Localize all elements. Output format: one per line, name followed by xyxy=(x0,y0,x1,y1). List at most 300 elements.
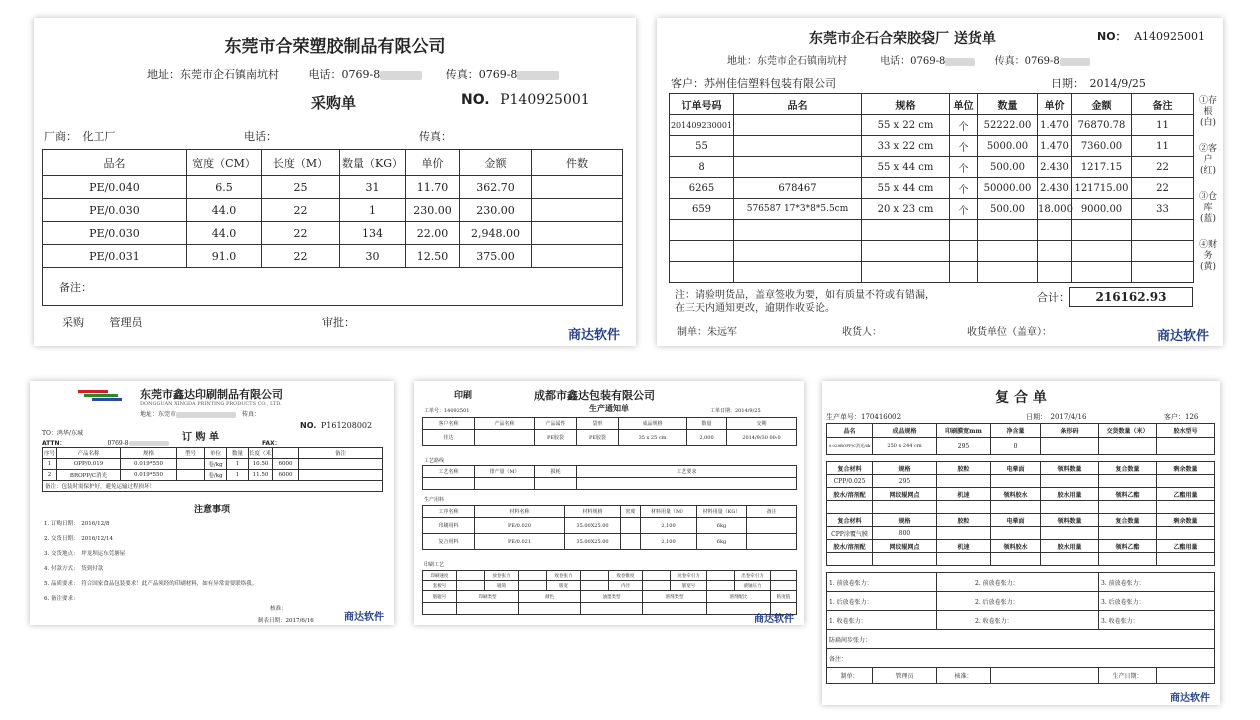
table-row xyxy=(670,157,1194,178)
cell: 个 xyxy=(950,157,978,178)
cell: PE/0.031 xyxy=(43,245,187,268)
doc-title: 东莞市合荣塑胶制品有限公司 xyxy=(224,37,446,57)
cell: 套板号 xyxy=(423,581,457,591)
cell: 1 xyxy=(227,470,249,481)
notice-item: 1. 订购日期： 2016/12/8 xyxy=(44,521,110,527)
cell: 出卷牵引力 xyxy=(735,571,771,581)
col-header: 领料胶水 xyxy=(991,488,1041,501)
brand-watermark: 商达软件 xyxy=(1170,693,1210,704)
cell: 版宽 xyxy=(547,581,581,591)
cell: 制单： xyxy=(827,668,873,684)
col-header: 材料规格 xyxy=(565,506,621,518)
cell xyxy=(532,222,623,245)
cell: 复合用料 xyxy=(423,534,475,550)
table-row xyxy=(670,199,1194,220)
cell: 11 xyxy=(1132,115,1194,136)
cell: BROPP/C消光 xyxy=(57,470,121,481)
col-header: 材料名称 xyxy=(475,506,565,518)
col-header: 材料用量（KG） xyxy=(697,506,747,518)
col-header: 印刷膜宽mm xyxy=(937,424,991,438)
cell: 内径 xyxy=(609,581,643,591)
cell: 6kg xyxy=(697,534,747,550)
table-row xyxy=(670,220,1194,241)
table-row xyxy=(423,478,797,490)
cell: PE/0.020 xyxy=(475,518,565,534)
col-header: 净含量 xyxy=(991,424,1041,438)
table-row xyxy=(827,573,1215,592)
col-header: 材料用量（M） xyxy=(641,506,697,518)
cell: 溶剂类型 xyxy=(643,591,707,603)
cell: 678467 xyxy=(734,178,862,199)
cell: 1 xyxy=(340,199,406,222)
col-header: 宽度（CM） xyxy=(187,150,262,176)
cell xyxy=(734,157,862,178)
section-title: 印刷工艺 xyxy=(424,562,445,568)
cell: 295 xyxy=(873,475,937,488)
purchase-order-card xyxy=(34,18,636,346)
table-row xyxy=(670,178,1194,199)
col-header: 乙酯用量 xyxy=(1157,540,1215,553)
copy-note: ①存根(白) xyxy=(1198,96,1217,128)
cell: 500.00 xyxy=(978,199,1038,220)
col-header: 领料乙酯 xyxy=(1099,488,1157,501)
total-value: 216162.93 xyxy=(1069,287,1193,307)
col-header: 机速 xyxy=(937,488,991,501)
cell: PE/0.030 xyxy=(43,222,187,245)
cell: 1217.15 xyxy=(1072,157,1132,178)
order-number: NO： A140925001 xyxy=(1097,30,1205,43)
table-row xyxy=(423,591,797,603)
cell: PE胶袋 xyxy=(577,430,619,446)
table-row xyxy=(423,430,797,446)
cell: 滚轴压力 xyxy=(735,581,771,591)
cell: 22 xyxy=(262,199,340,222)
col-header: 领料数量 xyxy=(1041,462,1099,475)
col-header: 数量 xyxy=(687,418,727,430)
cell: 250 x 244 cm xyxy=(873,438,937,455)
cell: 1. 收卷张力： xyxy=(827,611,937,630)
company-address: 地址：东莞市企石镇南坑村 电话：0769-8 传真：0769-8 xyxy=(147,66,559,82)
cell: 版辊号 xyxy=(423,591,457,603)
table-row xyxy=(827,630,1215,649)
col-header: 订单号码 xyxy=(670,94,734,115)
cell: 核准： xyxy=(937,668,991,684)
cell: 2.430 xyxy=(1038,157,1072,178)
col-header: 产品属性 xyxy=(535,418,577,430)
cell: 35.00X25.00 xyxy=(565,534,621,550)
cell: 22 xyxy=(1132,157,1194,178)
table-row xyxy=(423,603,797,615)
cell: 2.430 xyxy=(1038,178,1072,199)
cell: 9000.00 xyxy=(1072,199,1132,220)
cell: 个 xyxy=(950,178,978,199)
cell: 收卷张力 xyxy=(547,571,581,581)
cell: 230.00 xyxy=(406,199,460,222)
col-header: 产品名称 xyxy=(475,418,535,430)
form-name: 生产通知单 xyxy=(589,403,629,413)
cell: 2,100 xyxy=(641,518,697,534)
col-header: 交期 xyxy=(727,418,797,430)
cell: 1. 前放卷张力： xyxy=(827,573,937,592)
table-row xyxy=(670,115,1194,136)
col-header: 胶水用量 xyxy=(1041,488,1099,501)
cell: 230.00 xyxy=(460,199,532,222)
cell: 颜色 xyxy=(519,591,581,603)
table-row xyxy=(423,571,797,581)
order-table xyxy=(42,447,383,492)
cell xyxy=(734,136,862,157)
col-header: 件数 xyxy=(532,150,623,176)
form-name: 采购单 xyxy=(311,94,357,112)
col-header: 机速 xyxy=(937,540,991,553)
col-header: 复合材料 xyxy=(827,462,873,475)
purchase-table xyxy=(42,149,623,306)
col-header: 胶水/溶剂配 xyxy=(827,540,873,553)
cell: 31 xyxy=(340,176,406,199)
cell: 2,948.00 xyxy=(460,222,532,245)
order-no: 工单号：14092501 xyxy=(424,408,470,414)
cell: 11 xyxy=(1132,136,1194,157)
doc-title: 东莞市鑫达印刷制品有限公司 xyxy=(140,388,283,401)
cell: 辊筒 xyxy=(485,581,519,591)
signature-line: 制单：朱远军 收货人： 收货单位（盖章）： xyxy=(677,327,1052,338)
col-header: 单位 xyxy=(205,448,227,459)
cell: 12.50 xyxy=(406,245,460,268)
cell: 印刷类型 xyxy=(457,591,519,603)
brand-watermark: 商达软件 xyxy=(754,614,794,625)
cell: 35.00X25.00 xyxy=(565,518,621,534)
cell: 659 xyxy=(670,199,734,220)
table-row xyxy=(827,475,1215,488)
product-info-table xyxy=(422,417,797,446)
prod-info-line: 生产单号：170416002 日期： 2017/4/16 客户：126 xyxy=(826,413,1199,421)
notice-item: 3. 交货地点： 坪龙坝运东莞塘屋 xyxy=(44,551,126,557)
table-row xyxy=(43,245,623,268)
copy-note: ③仓库(蓝) xyxy=(1198,192,1217,224)
form-name: 订 购 单 xyxy=(182,432,219,443)
col-header: 领料数量 xyxy=(1041,514,1099,527)
cell: 134 xyxy=(340,222,406,245)
cell: 印刷用料 xyxy=(423,518,475,534)
col-header: 规格 xyxy=(862,94,950,115)
cell: 放卷张力 xyxy=(485,571,519,581)
cell: PE/0.021 xyxy=(475,534,565,550)
order-number: NO. P161208002 xyxy=(300,421,373,430)
col-header: 排产量（M） xyxy=(475,466,535,478)
col-header: 乙酯用量 xyxy=(1157,488,1215,501)
order-date: 工单日期：2014/9/25 xyxy=(710,408,761,414)
production-notice-card xyxy=(414,381,804,625)
cell: 佳达 xyxy=(423,430,475,446)
cell xyxy=(747,534,797,550)
col-header: 胶水型号 xyxy=(1157,424,1215,438)
remark-cell: 备注：包装时需保护好，避免运输过程损坏！ xyxy=(43,481,383,492)
col-header: 损耗 xyxy=(535,466,577,478)
doc-subtitle: DONGGUAN XINGDA PRINTING PRODUCTS CO., LTD. xyxy=(140,401,282,407)
col-header: 数量 xyxy=(978,94,1038,115)
table-row xyxy=(670,136,1194,157)
brand-watermark: 商达软件 xyxy=(344,612,384,623)
section-title: 生产用料 xyxy=(424,497,445,503)
col-header: 密度 xyxy=(621,506,641,518)
col-header: 序号 xyxy=(43,448,57,459)
table-row xyxy=(423,581,797,591)
col-header: 复合数量 xyxy=(1099,514,1157,527)
col-header: 产品名称 xyxy=(57,448,121,459)
cell: 印刷速度 xyxy=(423,571,457,581)
cell: 91.0 xyxy=(187,245,262,268)
col-header: 数量 xyxy=(227,448,249,459)
delivery-note-card xyxy=(657,18,1223,346)
laminating-form-card xyxy=(822,381,1220,705)
table-row xyxy=(423,534,797,550)
cell: 576587 17*3*8*5.5cm xyxy=(734,199,862,220)
col-header: 胶粒 xyxy=(937,462,991,475)
cell: 个 xyxy=(950,136,978,157)
col-header: 金额 xyxy=(1072,94,1132,115)
cell: 55 x 44 cm xyxy=(862,178,950,199)
cell: 3. 后放卷张力： xyxy=(1099,592,1215,611)
table-row xyxy=(827,553,1215,566)
print-label: 印刷 xyxy=(454,391,473,401)
col-header: 金额 xyxy=(460,150,532,176)
cell: 8 xyxy=(670,157,734,178)
col-header: 胶水用量 xyxy=(1041,540,1099,553)
col-header: 电晕面 xyxy=(991,462,1041,475)
notice-item: 4. 付款方式： 货到付款 xyxy=(44,566,104,572)
table-row xyxy=(827,592,1215,611)
col-header: 复合材料 xyxy=(827,514,873,527)
col-header: 单位 xyxy=(950,94,978,115)
cell: 送卷牵引力 xyxy=(671,571,707,581)
company-logo xyxy=(78,388,136,402)
vendor-line: 厂商： 化工厂 电话： 传真： xyxy=(44,130,452,143)
cell: 防扁间步张力： xyxy=(827,630,1215,649)
order-number: NO. P140925001 xyxy=(461,92,590,108)
cell: 2. 前放卷张力： xyxy=(937,573,1099,592)
company-address: 地址：东莞市 传真： xyxy=(140,411,260,418)
table-row xyxy=(43,176,623,199)
cell: 375.00 xyxy=(460,245,532,268)
cell: 800 xyxy=(873,527,937,540)
cell: 2. 收卷张力： xyxy=(937,611,1099,630)
delivery-note-text: 注：请验明货品，盖章签收为要，如有质量不符或有错漏，在三天内通知更改，逾期作收妥论。 xyxy=(675,290,935,314)
material-table xyxy=(422,505,797,550)
cell: 0.019*550 xyxy=(121,459,177,470)
col-header: 规格 xyxy=(121,448,177,459)
col-header: 工艺名称 xyxy=(423,466,475,478)
route-table xyxy=(422,465,797,490)
table-row xyxy=(827,611,1215,630)
cell xyxy=(747,518,797,534)
cell: 2 xyxy=(43,470,57,481)
col-header: 数量（KG） xyxy=(340,150,406,176)
cell: 个 xyxy=(950,115,978,136)
table-row xyxy=(827,501,1215,514)
col-header: 长度（米） xyxy=(249,448,273,459)
copy-notes xyxy=(1197,96,1219,288)
col-header: 客户名称 xyxy=(423,418,475,430)
col-header: 成品规格 xyxy=(873,424,937,438)
notice-item: 2. 交货日期： 2016/12/14 xyxy=(44,536,113,542)
col-header: 胶粒 xyxy=(937,514,991,527)
doc-title: 复 合 单 xyxy=(995,390,1047,406)
col-header: 成品规格 xyxy=(619,418,687,430)
cell: 版宽号 xyxy=(671,581,707,591)
cell: 44.0 xyxy=(187,222,262,245)
table-row xyxy=(670,241,1194,262)
approve-label: 核准： xyxy=(270,606,287,612)
cell: 6000 xyxy=(273,470,299,481)
cell: 6.5 xyxy=(187,176,262,199)
col-header: 品名 xyxy=(827,424,873,438)
col-header: 单价 xyxy=(1038,94,1072,115)
cell: 管理员 xyxy=(873,668,937,684)
table-row xyxy=(423,518,797,534)
cell: 20 x 23 cm xyxy=(862,199,950,220)
col-header: 备注 xyxy=(299,448,383,459)
cell: CPP/0.025 xyxy=(827,475,873,488)
col-header: 工序名称 xyxy=(423,506,475,518)
col-header: 规格 xyxy=(873,514,937,527)
cell: 0.028BOPP/C消光/6k xyxy=(827,438,873,455)
notice-title: 注意事项 xyxy=(193,505,230,515)
cell: 油墨类型 xyxy=(581,591,643,603)
cell: 2. 后放卷张力： xyxy=(937,592,1099,611)
cell: 1. 后放卷张力： xyxy=(827,592,937,611)
col-header: 规格 xyxy=(873,462,937,475)
cell xyxy=(532,245,623,268)
cell: 个 xyxy=(950,199,978,220)
cell: 卷/kg xyxy=(205,470,227,481)
cell: 生产日期： xyxy=(1099,668,1157,684)
table-row xyxy=(827,668,1215,684)
brand-watermark: 商达软件 xyxy=(1156,329,1209,344)
company-address: 地址：东莞市企石镇南坑村 电话：0769-8 传真：0769-8 xyxy=(727,52,1090,67)
doc-title: 成都市鑫达包装有限公司 xyxy=(534,389,655,402)
table-row xyxy=(827,649,1215,668)
cell: OPP/0.019 xyxy=(57,459,121,470)
cell: 粘度值 xyxy=(771,591,797,603)
attn-line: ATTN： 0769-8 FAX： xyxy=(42,440,281,447)
col-header: 条形码 xyxy=(1041,424,1099,438)
cell: 10.50 xyxy=(249,459,273,470)
customer-line: 客户：苏州佳信塑料包装有限公司 日期： 2014/9/25 xyxy=(671,77,1146,90)
cell: 11.50 xyxy=(249,470,273,481)
cell: 25 xyxy=(262,176,340,199)
cell: 0 xyxy=(991,438,1041,455)
cell xyxy=(177,459,205,470)
delivery-table xyxy=(669,93,1194,283)
cell: 33 x 22 cm xyxy=(862,136,950,157)
cell: 5000.00 xyxy=(978,136,1038,157)
col-header: 复合数量 xyxy=(1099,462,1157,475)
col-header: 备注 xyxy=(1132,94,1194,115)
cell: 2,100 xyxy=(641,534,697,550)
cell: 收卷锥度 xyxy=(609,571,643,581)
col-header: 工艺要求 xyxy=(577,466,797,478)
col-header: 交货数量（米） xyxy=(1099,424,1157,438)
col-header: 剩余数量 xyxy=(1157,462,1215,475)
col-header: 领料胶水 xyxy=(991,540,1041,553)
cell xyxy=(532,199,623,222)
col-header: 备注 xyxy=(747,506,797,518)
table-row xyxy=(43,222,623,245)
to-line: TO：鸿华/东城 xyxy=(42,430,83,437)
cell: 22.00 xyxy=(406,222,460,245)
cell: 3. 前放卷张力： xyxy=(1099,573,1215,592)
notice-item: 6. 备注要求： xyxy=(44,596,79,602)
col-header: 剩余数量 xyxy=(1157,514,1215,527)
copy-note: ④财务(黄) xyxy=(1198,240,1217,272)
col-header: 长度（M） xyxy=(262,150,340,176)
cell xyxy=(532,176,623,199)
cell: 1.470 xyxy=(1038,136,1072,157)
cell: 52222.00 xyxy=(978,115,1038,136)
col-header: 领料乙酯 xyxy=(1099,540,1157,553)
col-header: 品名 xyxy=(43,150,187,176)
cell: 6kg xyxy=(697,518,747,534)
remark-cell: 备注： xyxy=(43,268,623,306)
cell xyxy=(475,430,535,446)
notice-list xyxy=(44,517,257,607)
print-process-table xyxy=(422,570,797,615)
table-row xyxy=(43,459,383,470)
cell: PE/0.030 xyxy=(43,199,187,222)
cell: 1 xyxy=(43,459,57,470)
table-row xyxy=(827,527,1215,540)
cell xyxy=(991,668,1099,684)
make-date: 制表日期：2017/6/16 xyxy=(258,618,314,624)
cell: 1.470 xyxy=(1038,115,1072,136)
cell: 362.70 xyxy=(460,176,532,199)
col-header: 袋形 xyxy=(577,418,619,430)
cell: 76870.78 xyxy=(1072,115,1132,136)
col-header: 网纹辊网点 xyxy=(873,488,937,501)
cell: 6000 xyxy=(273,459,299,470)
cell: 201409230001 xyxy=(670,115,734,136)
laminate-table xyxy=(826,423,1215,684)
cell: 35 x 25 cm xyxy=(619,430,687,446)
cell: 11.70 xyxy=(406,176,460,199)
cell: 22 xyxy=(1132,178,1194,199)
cell: 121715.00 xyxy=(1072,178,1132,199)
cell: 2014/9/30 00:0 xyxy=(727,430,797,446)
cell: 55 x 44 cm xyxy=(862,157,950,178)
cell: 295 xyxy=(937,438,991,455)
order-form-card xyxy=(30,381,394,625)
col-header: 品名 xyxy=(734,94,862,115)
col-header: 单价 xyxy=(406,150,460,176)
cell: 6265 xyxy=(670,178,734,199)
cell: 22 xyxy=(262,222,340,245)
brand-watermark: 商达软件 xyxy=(567,328,620,343)
cell: PE胶袋 xyxy=(535,430,577,446)
cell: 1 xyxy=(227,459,249,470)
cell: 0.019*550 xyxy=(121,470,177,481)
cell: 50000.00 xyxy=(978,178,1038,199)
section-title: 工艺路线 xyxy=(424,458,445,464)
col-header: 胶水/溶剂配 xyxy=(827,488,873,501)
cell: 溶剂配比 xyxy=(707,591,771,603)
cell: PE/0.040 xyxy=(43,176,187,199)
table-row xyxy=(43,470,383,481)
cell xyxy=(621,534,641,550)
table-row xyxy=(670,262,1194,283)
cell: 18.000 xyxy=(1038,199,1072,220)
cell: 30 xyxy=(340,245,406,268)
cell: 55 xyxy=(670,136,734,157)
